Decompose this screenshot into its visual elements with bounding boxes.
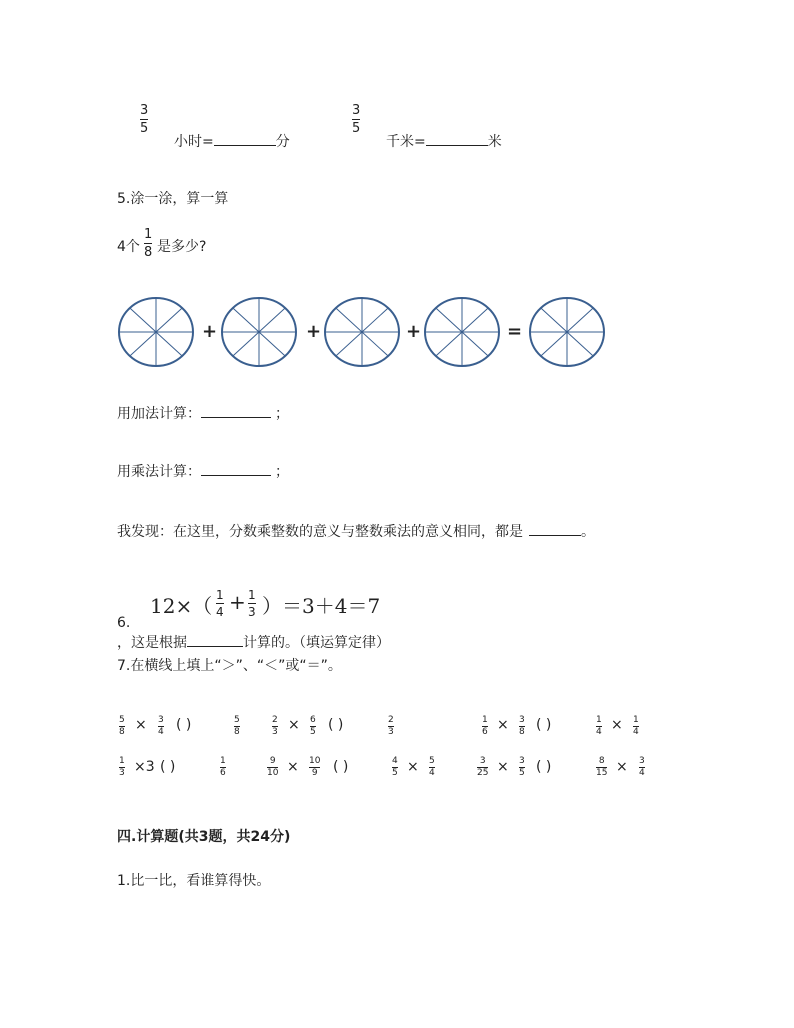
fraction-circle-3[interactable] <box>325 298 399 366</box>
addition-line: 用加法计算： ； <box>117 406 289 422</box>
r2-frac-a: 1 3 <box>119 756 125 778</box>
r2-frac-i: 8 15 <box>596 756 608 778</box>
r1-frac-g: 1 6 <box>482 715 488 737</box>
fraction-circle-1[interactable] <box>119 298 193 366</box>
addition-answer-blank[interactable] <box>201 417 271 418</box>
r2-frac-h: 3 5 <box>519 756 525 778</box>
fraction-circle-2[interactable] <box>222 298 296 366</box>
fraction-1-3: 1 3 <box>248 588 256 619</box>
fraction-circle-4[interactable] <box>425 298 499 366</box>
plus-operator-2: + <box>306 321 322 342</box>
times-sign: × <box>497 759 509 775</box>
times-sign: × <box>616 759 628 775</box>
r1-frac-a: 5 8 <box>119 715 125 737</box>
compare-blank[interactable]: ( ) <box>160 759 176 775</box>
r1-frac-c: 5 8 <box>234 715 240 737</box>
q7-title: 7.在横线上填上“＞”、“＜”或“＝”。 <box>117 658 342 674</box>
r1-frac-i: 1 4 <box>596 715 602 737</box>
discovery-line: 我发现：在这里，分数乘整数的意义与整数乘法的意义相同，都是 。 <box>117 524 595 540</box>
compare-blank[interactable]: ( ) <box>536 759 552 775</box>
r2-frac-f: 4 5 <box>392 756 398 778</box>
times-sign: × <box>287 759 299 775</box>
compare-blank[interactable]: ( ) <box>176 717 192 733</box>
multiplication-answer-blank[interactable] <box>201 475 271 476</box>
r1-frac-f: 2 3 <box>388 715 394 737</box>
times-three: ×3 <box>134 759 155 775</box>
r2-frac-g: 3 25 <box>477 756 489 778</box>
plus-operator-3: + <box>406 321 422 342</box>
r1-frac-h: 3 8 <box>519 715 525 737</box>
r1-frac-e: 6 5 <box>310 715 316 737</box>
times-sign: × <box>407 759 419 775</box>
r2-frac-e: 10 9 <box>309 756 321 778</box>
compare-blank[interactable]: ( ) <box>536 717 552 733</box>
q5-title: 5.涂一涂，算一算 <box>117 191 229 207</box>
q5-prompt-suffix: 是多少? <box>157 239 207 255</box>
compare-blank[interactable]: ( ) <box>333 759 349 775</box>
r2-frac-f2: 5 4 <box>429 756 435 778</box>
equals-operator: = <box>507 321 523 342</box>
times-sign: × <box>135 717 147 733</box>
plus-operator-1: + <box>202 321 218 342</box>
r2-frac-d: 9 10 <box>267 756 279 778</box>
hours-to-minutes-question: 小时= 分 <box>174 134 290 150</box>
section-4-q1: 1.比一比，看谁算得快。 <box>117 873 271 889</box>
hours-answer-blank[interactable] <box>214 145 276 146</box>
q6-plus: + <box>229 590 246 614</box>
q6-number: 6. <box>117 615 131 631</box>
times-sign: × <box>611 717 623 733</box>
r1-frac-b: 3 4 <box>158 715 164 737</box>
law-answer-blank[interactable] <box>187 646 243 647</box>
fraction-3-5-km: 3 5 <box>352 103 361 136</box>
q6-expr-prefix: 12×（ <box>150 594 213 618</box>
fraction-1-4: 1 4 <box>216 588 224 619</box>
times-sign: × <box>497 717 509 733</box>
fraction-circles <box>110 290 620 370</box>
times-sign: × <box>288 717 300 733</box>
section-4-title: 四.计算题(共3题，共24分) <box>117 829 291 845</box>
r2-frac-j: 3 4 <box>639 756 645 778</box>
fraction-3-5-hours: 3 5 <box>140 103 149 136</box>
km-to-meters-question: 千米= 米 <box>386 134 502 150</box>
km-answer-blank[interactable] <box>426 145 488 146</box>
r1-frac-d: 2 3 <box>272 715 278 737</box>
r2-frac-c: 1 6 <box>220 756 226 778</box>
q6-expr-suffix: ）＝3＋4＝7 <box>262 594 381 618</box>
q5-prompt-prefix: 4个 <box>117 239 140 255</box>
fraction-circle-5[interactable] <box>530 298 604 366</box>
q6-question-line: ，这是根据 计算的。（填运算定律） <box>117 635 390 651</box>
compare-blank[interactable]: ( ) <box>328 717 344 733</box>
fraction-1-8: 1 8 <box>144 227 153 260</box>
multiplication-line: 用乘法计算： ； <box>117 464 289 480</box>
r1-frac-j: 1 4 <box>633 715 639 737</box>
discovery-answer-blank[interactable] <box>529 535 581 536</box>
